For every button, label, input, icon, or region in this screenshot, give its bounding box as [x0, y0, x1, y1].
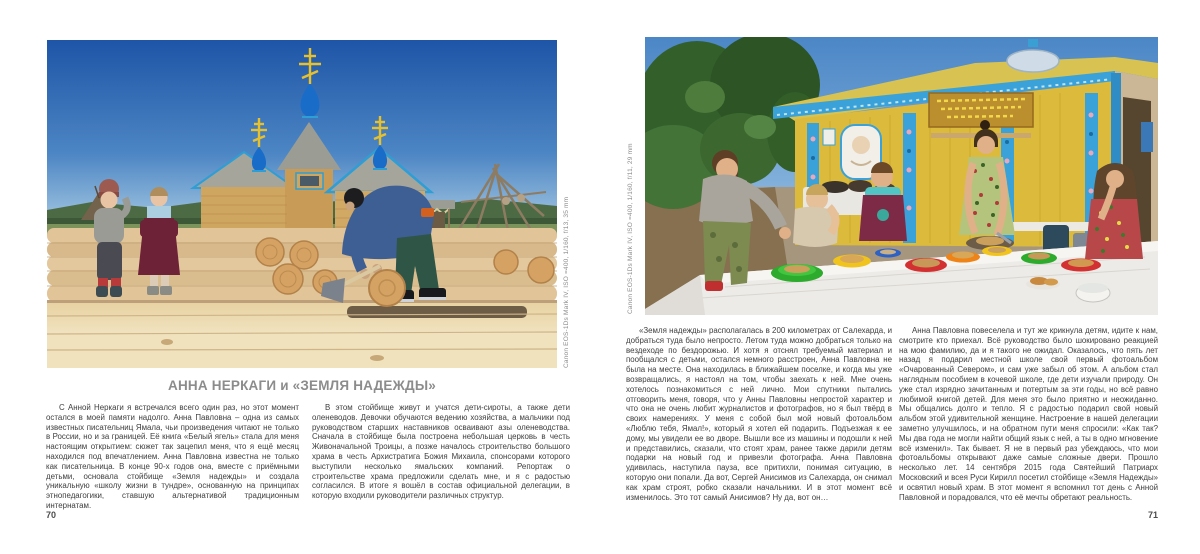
photo-church-construction — [47, 40, 557, 368]
right-page-column-2: Анна Павловна повеселела и тут же крикнула детям, идите к нам, смотрите кто приехал. Всё руководство было шокировано реакцией на мою фамилию, да и я такого не ожидал. Оказалось, что пять лет назад я подарил местной школе свой первый фотоальбом «Очарованный Севером», и сам уже забыл об этом. А альбом стал наглядным пособием в кочевой школе, где дети изучали природу. Он уже стал изрядно зачитанным и потертым за эти годы, но всё равно любимой книгой детей. Для меня это было приятно и неожиданно. Мы общались долго и тепло. Я с радостью подарил свой новый альбом этой удивительной женщине. Настроение в нашей делегации заметно улучшилось, и на обратном пути меня спросили: «Как так? Мы два года не могли найти общий язык с ней, а ты в одно мгновение всё изменил». Так бывает. Я не в первый раз убеждаюсь, что мои фотоальбомы открывают даже самые сложные двери. Прошло несколько лет. 14 сентября 2015 года Святейший Патриарх Московский и всея Руси Кирилл посетил стойбище «Земля Надежды» и освятил новый храм. В этот момент я вспомнил тот день с Анной Павловной и порадовался, что её мечты обретают реальность. — [899, 326, 1158, 502]
left-page-column-1: С Анной Неркаги я встречался всего один раз, но этот момент остался в моей памяти надолго. Анна Павловна – одна из самых известных писательниц Ямала, чьи произведения читают не только в России, но и за границей. Её книга «Белый ягель» стала для меня настоящим открытием: сюжет так зацепил меня, что я ещё месяц находился под впечатлением. Анна Павловна известна не только как писательница. В конце 90-х годов она, вместе с приёмными детьми, основала стойбище «Земля надежды» и создала уникальную «школу жизни в тундре», основанную на принципах этнопедагогики, ставшую альтернативой традиционным интернатам. — [46, 403, 299, 510]
log-stack — [47, 228, 557, 302]
left-page-column-2: В этом стойбище живут и учатся дети-сироты, а также дети оленеводов. Девочки обучаются ведению хозяйства, а мальчики под руководством старших наставников осваивают азы оленеводства. Сначала в стойбище была построена небольшая церковь в честь Живоначальной Троицы, а позже началось строительство большого храма в честь Архистратига Божия Михаила, спонсорами которого выступили несколько ямальских компаний. Репортаж о строительстве храма предложили сделать мне, и я с радостью согласился. В итоге я вошёл в состав официальной делегации, в которую входили руководители различных структур. — [312, 403, 570, 501]
church-construction-illustration — [47, 40, 557, 368]
article-title: АННА НЕРКАГИ и «ЗЕМЛЯ НАДЕЖДЫ» — [168, 378, 436, 393]
children-at-table-illustration — [645, 37, 1158, 315]
photo-right-exif-caption: Canon EOS-1Ds Mark IV, ISO =400, 1/160, f/11, 29 mm — [627, 143, 634, 314]
page-number-right: 71 — [1147, 510, 1158, 520]
page-number-left: 70 — [46, 510, 57, 520]
right-page-column-1: «Земля надежды» располагалась в 200 километрах от Салехарда, и добраться туда было непросто. Летом туда можно добраться только на вездеходе по бездорожью. И хотя я отснял требуемый материал и пообщался с детьми, остался немного расстроен, Анна Павловна не была на месте. Она находилась в ближайшем поселке, и когда мы уже возвращались, я настоял на том, чтобы заехать к ней. Мне очень хотелось познакомиться с ней лично. Мои спутники пытались отговорить меня, говоря, что у Анны Павловны непростой характер и что она не очень любит журналистов и фотографов, но я был твёрд в своих намерениях. У меня с собой был мой новый фотоальбом «Люблю тебя, Ямал!», который я хотел ей подарить. Подъезжая к ее дому, мы увидели ее во дворе. Вышли все из машины и подошли к ней и представились, сказали, что стоят храм, ранее также дарили детям подарки на новый год и привезли фотографа. Анна Павловна удивилась, наступила пауза, все притихли, понимая ситуацию, в которую они попали. Да вот, Сергей Анисимов из Салехарда, он снимал как храм строят, робко сказали начальники. И в этот момент всё изменилось. Это тот самый Анисимов? Ну да, вот он… — [626, 326, 892, 502]
photo-children-at-table — [645, 37, 1158, 315]
photo-left-exif-caption: Canon EOS-1Ds Mark IV, ISO =400, 1/160, f/13, 35 mm — [563, 196, 570, 368]
